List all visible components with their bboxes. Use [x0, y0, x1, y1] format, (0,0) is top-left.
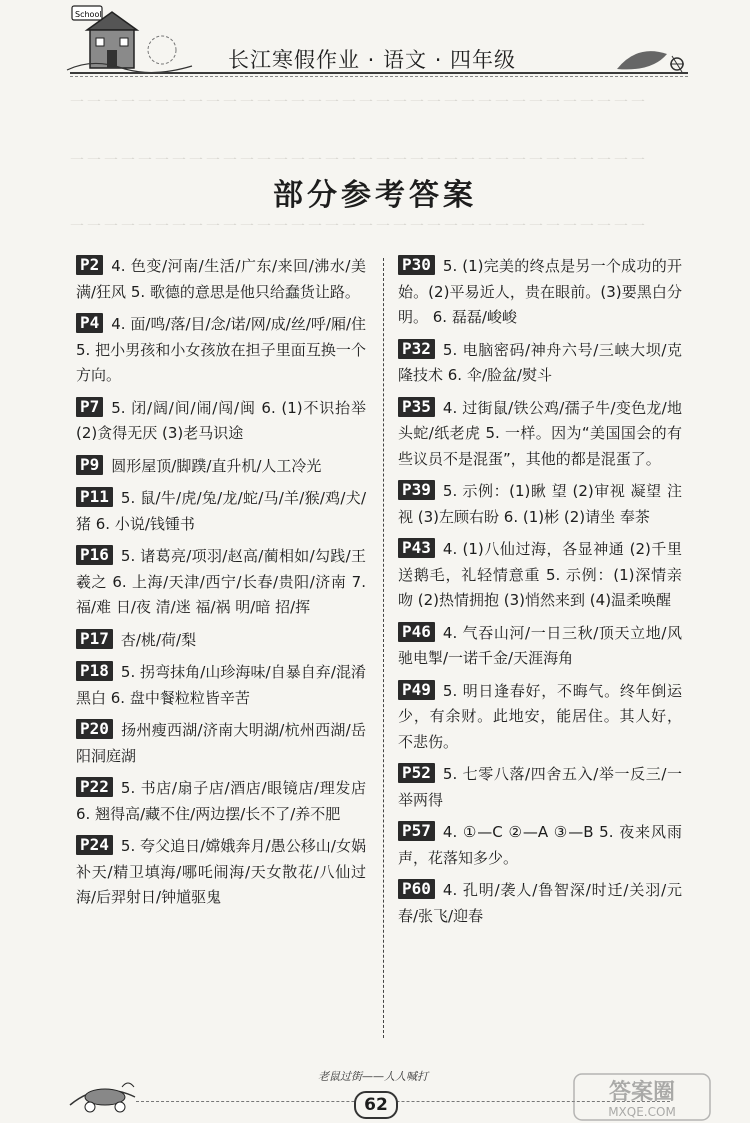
- answer-entry: [76, 834, 366, 911]
- answer-entry: [398, 762, 682, 813]
- answers-right-column: [398, 254, 682, 936]
- page-tag: P52: [398, 763, 435, 783]
- answer-entry: [398, 878, 682, 929]
- answer-entry: [398, 396, 682, 473]
- answer-entry: [398, 479, 682, 530]
- answer-text: 5. 拐弯抹角/山珍海味/自暴自弃/混淆黑白 6. 盘中餐粒粒皆辛苦: [76, 663, 366, 707]
- page-tag: P9: [76, 455, 103, 475]
- page-tag: P30: [398, 255, 435, 275]
- answer-entry: [76, 628, 366, 654]
- watermark-logo: [572, 1072, 712, 1122]
- answer-text: 4. 孔明/袭人/鲁智深/时迁/关羽/元春/张飞/迎春: [398, 881, 682, 925]
- answer-text: 5. 电脑密码/神舟六号/三峡大坝/克隆技术 6. 伞/脸盆/熨斗: [398, 340, 682, 384]
- answers-left-column: [76, 254, 366, 918]
- answer-text: 5. 鼠/牛/虎/兔/龙/蛇/马/羊/猴/鸡/犬/猪 6. 小说/钱锺书: [76, 489, 366, 533]
- answer-entry: [76, 454, 366, 480]
- answer-entry: [398, 820, 682, 871]
- leaf-decoration-icon: [612, 34, 692, 84]
- answer-text: 4. (1)八仙过海，各显神通 (2)千里送鹅毛，礼轻情意重 5. 示例：(1)深情亲吻 (2)热情拥抱 (3)悄然来到 (4)温柔唤醒: [398, 540, 682, 609]
- section-title: 部分参考答案: [273, 178, 477, 213]
- bleed-through-decoration: 一一一一一一一一一一一一一一一一一一一一一一一一一一一一一一一一一一: [70, 153, 648, 169]
- page-tag: P24: [76, 835, 113, 855]
- page-tag: P11: [76, 487, 113, 507]
- header-rule: [70, 72, 688, 74]
- footer-slogan: 老鼠过街——人人喊打: [318, 1070, 428, 1083]
- watermark-text: 答案圈: [608, 1080, 676, 1105]
- page-tag: P2: [76, 255, 103, 275]
- answer-entry: [76, 486, 366, 537]
- page-number: 62: [354, 1091, 398, 1119]
- column-divider: [383, 258, 384, 1038]
- answer-text: 4. 色变/河南/生活/广东/来回/沸水/美满/狂风 5. 歌德的意思是他只给蠢货让路。: [76, 257, 366, 301]
- answer-text: 5. 诸葛亮/项羽/赵高/蔺相如/勾践/王羲之 6. 上海/天津/西宁/长春/贵阳/济南 7. 福/难 日/夜 清/迷 福/祸 明/暗 招/挥: [76, 547, 366, 616]
- page-tag: P49: [398, 680, 435, 700]
- answer-entry: [76, 718, 366, 769]
- answer-entry: [76, 776, 366, 827]
- answer-entry: [76, 396, 366, 447]
- page-tag: P16: [76, 545, 113, 565]
- page-tag: P57: [398, 821, 435, 841]
- page-tag: P17: [76, 629, 113, 649]
- page-tag: P60: [398, 879, 435, 899]
- answer-text: 杏/桃/荷/梨: [120, 630, 197, 649]
- school-house-illustration: [62, 0, 202, 80]
- header-rule-dashed: [70, 76, 688, 77]
- answer-text: 5. 示例：(1)瞅 望 (2)审视 凝望 注视 (3)左顾右盼 6. (1)彬 (2)请坐 奉茶: [398, 482, 682, 526]
- answer-entry: [76, 254, 366, 305]
- answer-entry: [76, 660, 366, 711]
- header-title: 长江寒假作业 · 语文 · 四年级: [228, 48, 517, 72]
- answer-text: 5. 明日逢春好，不晦气。终年倒运少，有余财。此地安，能居住。其人好，不悲伤。: [398, 681, 682, 751]
- answer-text: 5. 七零八落/四舍五入/举一反三/一举两得: [398, 765, 682, 809]
- page-tag: P32: [398, 339, 435, 359]
- page-tag: P4: [76, 313, 103, 333]
- answer-text: 4. 面/鸣/落/目/念/诺/网/成/丝/呼/厢/住 5. 把小男孩和小女孩放在担子里面互换一个方向。: [76, 315, 366, 384]
- answer-entry: [398, 679, 682, 756]
- page-header: [0, 0, 750, 90]
- answer-text: 5. 书店/扇子店/酒店/眼镜店/理发店 6. 翘得高/藏不住/两边摆/长不了/养不肥: [76, 779, 366, 823]
- page-tag: P43: [398, 538, 435, 558]
- school-sign-text: School: [75, 10, 102, 19]
- page-tag: P7: [76, 397, 103, 417]
- answer-entry: [398, 537, 682, 614]
- answer-text: 4. 过街鼠/铁公鸡/孺子牛/变色龙/地头蛇/纸老虎 5. 一样。因为“美国国会的有些议员不是混蛋”，其他的都是混蛋了。: [398, 398, 682, 468]
- answer-text: 5. (1)完美的终点是另一个成功的开始。(2)平易近人，贵在眼前。(3)要黑白分明。 6. 磊磊/峻峻: [398, 257, 682, 326]
- mouse-car-illustration: [60, 1075, 150, 1115]
- answer-entry: [398, 338, 682, 389]
- answer-entry: [398, 254, 682, 331]
- page-tag: P35: [398, 397, 435, 417]
- page-tag: P18: [76, 661, 113, 681]
- page-tag: P20: [76, 719, 113, 739]
- page-tag: P22: [76, 777, 113, 797]
- bleed-through-decoration: 一一一一一一一一一一一一一一一一一一一一一一一一一一一一一一一一一一: [70, 95, 648, 111]
- bleed-through-decoration: 一一一一一一一一一一一一一一一一一一一一一一一一一一一一一一一一一一: [70, 219, 648, 235]
- answer-text: 圆形屋顶/脚蹼/直升机/人工冷光: [111, 456, 322, 475]
- answer-entry: [76, 312, 366, 389]
- answer-text: 5. 闭/阔/间/闹/闯/闽 6. (1)不识抬举 (2)贪得无厌 (3)老马识途: [76, 398, 366, 442]
- answer-text: 4. ①—C ②—A ③—B 5. 夜来风雨声，花落知多少。: [398, 823, 682, 867]
- watermark-domain: MXQE.COM: [608, 1105, 676, 1119]
- page-tag: P46: [398, 622, 435, 642]
- answer-text: 5. 夸父追日/嫦娥奔月/愚公移山/女娲补天/精卫填海/哪吒闹海/天女散花/八仙过海/后羿射日/钟馗驱鬼: [76, 837, 366, 906]
- answer-text: 扬州瘦西湖/济南大明湖/杭州西湖/岳阳洞庭湖: [76, 721, 366, 765]
- page-tag: P39: [398, 480, 435, 500]
- answer-entry: [76, 544, 366, 621]
- answer-text: 4. 气吞山河/一日三秋/顶天立地/风驰电掣/一诺千金/天涯海角: [398, 623, 682, 667]
- answer-entry: [398, 621, 682, 672]
